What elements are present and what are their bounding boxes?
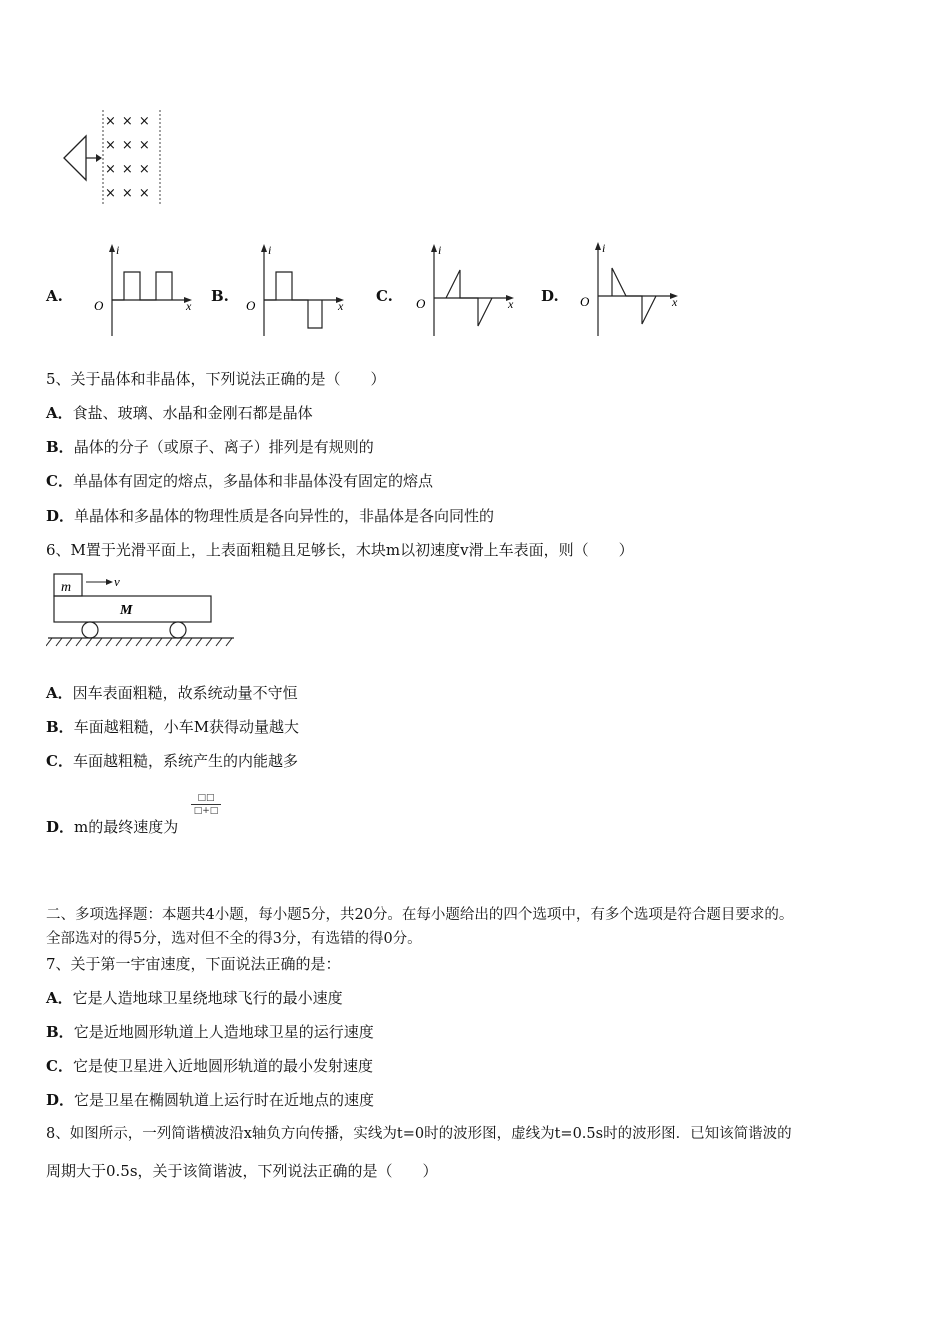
option-text: 车面越粗糙，系统产生的内能越多	[72, 752, 298, 770]
wheel-right	[170, 622, 186, 638]
q7-option-a	[46, 988, 343, 1008]
q6-option-b	[46, 717, 299, 737]
arrow-head	[106, 579, 113, 585]
graph-d	[576, 238, 686, 338]
option-label: C．	[46, 472, 73, 490]
axis-i-label: i	[438, 243, 442, 257]
origin-label: O	[246, 298, 256, 313]
option-text: m的最终速度为	[74, 818, 179, 836]
cross-mark: ×	[138, 162, 156, 177]
cart-block-figure	[46, 570, 238, 650]
q7-stem: 7、关于第一宇宙速度，下面说法正确的是：	[46, 955, 341, 973]
q6-option-d	[46, 817, 178, 837]
axis-x-label: x	[508, 297, 514, 311]
cart-M	[54, 596, 211, 622]
option-label: A．	[46, 684, 73, 702]
origin-label: O	[580, 294, 590, 309]
final-velocity-fraction	[191, 793, 221, 816]
cross-mark: ×	[105, 162, 122, 177]
q8-stem-line1: 8、如图所示，一列简谐横波沿x轴负方向传播，实线为t=0时的波形图，虚线为t=0.5s时的波形图．已知该简谐波的	[46, 1126, 792, 1142]
graph-b	[242, 240, 352, 340]
q5-option-a	[46, 403, 313, 423]
fraction-denominator: □+□	[193, 806, 219, 816]
option-text: 单晶体和多晶体的物理性质是各向异性的，非晶体是各向同性的	[74, 507, 495, 525]
cross-mark: ×	[105, 138, 122, 153]
q8-stem-line2: 周期大于0.5s，关于该简谐波，下列说法正确的是（ ）	[46, 1162, 438, 1180]
axis-i-label: i	[268, 243, 272, 257]
q5-option-b	[46, 437, 374, 457]
cross-mark: ×	[105, 114, 122, 129]
option-text: 车面越粗糙，小车M获得动量越大	[73, 718, 300, 736]
option-text: 单晶体有固定的熔点，多晶体和非晶体没有固定的熔点	[72, 472, 433, 490]
option-text: 它是卫星在椭圆轨道上运行时在近地点的速度	[74, 1091, 375, 1109]
graph-option-b-label: B.	[211, 287, 229, 305]
cross-mark: ×	[121, 114, 139, 129]
cart-label: M	[120, 603, 133, 618]
graph-a	[90, 240, 200, 340]
q7-option-b	[46, 1022, 374, 1042]
cross-mark: ×	[138, 138, 156, 153]
magnetic-field-figure	[58, 108, 168, 208]
fraction-numerator: □□	[191, 793, 221, 805]
axis-x-label: x	[186, 299, 192, 313]
option-text: 晶体的分子（或原子、离子）排列是有规则的	[73, 438, 374, 456]
arrow-head	[96, 154, 102, 162]
option-label: D．	[46, 1091, 75, 1109]
option-label: B．	[46, 1023, 74, 1041]
option-label: B．	[46, 438, 74, 456]
triangle-loop	[64, 136, 86, 180]
option-text: 它是人造地球卫星绕地球飞行的最小速度	[72, 989, 343, 1007]
option-label: A．	[46, 404, 73, 422]
block-label: m	[61, 580, 72, 595]
graph-option-c-label: C.	[376, 287, 393, 305]
option-text: 它是近地圆形轨道上人造地球卫星的运行速度	[73, 1023, 374, 1041]
q5-option-d	[46, 506, 494, 526]
cross-mark: ×	[138, 114, 156, 129]
cross-mark: ×	[121, 186, 139, 201]
axis-x-label: x	[672, 295, 678, 309]
axis-i-label: i	[602, 241, 606, 255]
cross-mark: ×	[138, 186, 156, 201]
q6-stem: 6、M置于光滑平面上，上表面粗糙且足够长，木块m以初速度v滑上车表面，则（ ）	[46, 541, 634, 559]
graph-option-d-label: D.	[541, 287, 559, 305]
q7-option-c	[46, 1056, 373, 1076]
origin-label: O	[94, 298, 104, 313]
q5-option-c	[46, 471, 433, 491]
q6-option-c	[46, 751, 298, 771]
axis-x-label: x	[338, 299, 344, 313]
option-text: 食盐、玻璃、水晶和金刚石都是晶体	[72, 404, 313, 422]
cross-mark: ×	[121, 162, 139, 177]
option-label: C．	[46, 1057, 73, 1075]
q6-option-a	[46, 683, 298, 703]
option-text: 因车表面粗糙，故系统动量不守恒	[72, 684, 298, 702]
wheel-left	[82, 622, 98, 638]
option-label: B．	[46, 718, 74, 736]
velocity-label: v	[114, 574, 120, 589]
q5-stem: 5、关于晶体和非晶体，下列说法正确的是（ ）	[46, 370, 386, 388]
option-label: D．	[46, 818, 75, 836]
axis-i-label: i	[116, 243, 120, 257]
option-label: C．	[46, 752, 73, 770]
option-label: A．	[46, 989, 73, 1007]
cross-mark: ×	[121, 138, 139, 153]
option-text: 它是使卫星进入近地圆形轨道的最小发射速度	[72, 1057, 373, 1075]
q7-option-d	[46, 1090, 374, 1110]
origin-label: O	[416, 296, 426, 311]
option-label: D．	[46, 507, 75, 525]
cross-mark: ×	[105, 186, 122, 201]
section2-heading-line2: 全部选对的得5分，选对但不全的得3分，有选错的得0分。	[46, 931, 422, 947]
section2-heading-line1: 二、多项选择题：本题共4小题，每小题5分，共20分。在每小题给出的四个选项中，有多个选项是符合题目要求的。	[46, 907, 794, 923]
graph-c	[412, 240, 522, 340]
ground-hatching	[46, 638, 232, 646]
graph-option-a-label: A.	[46, 287, 63, 305]
